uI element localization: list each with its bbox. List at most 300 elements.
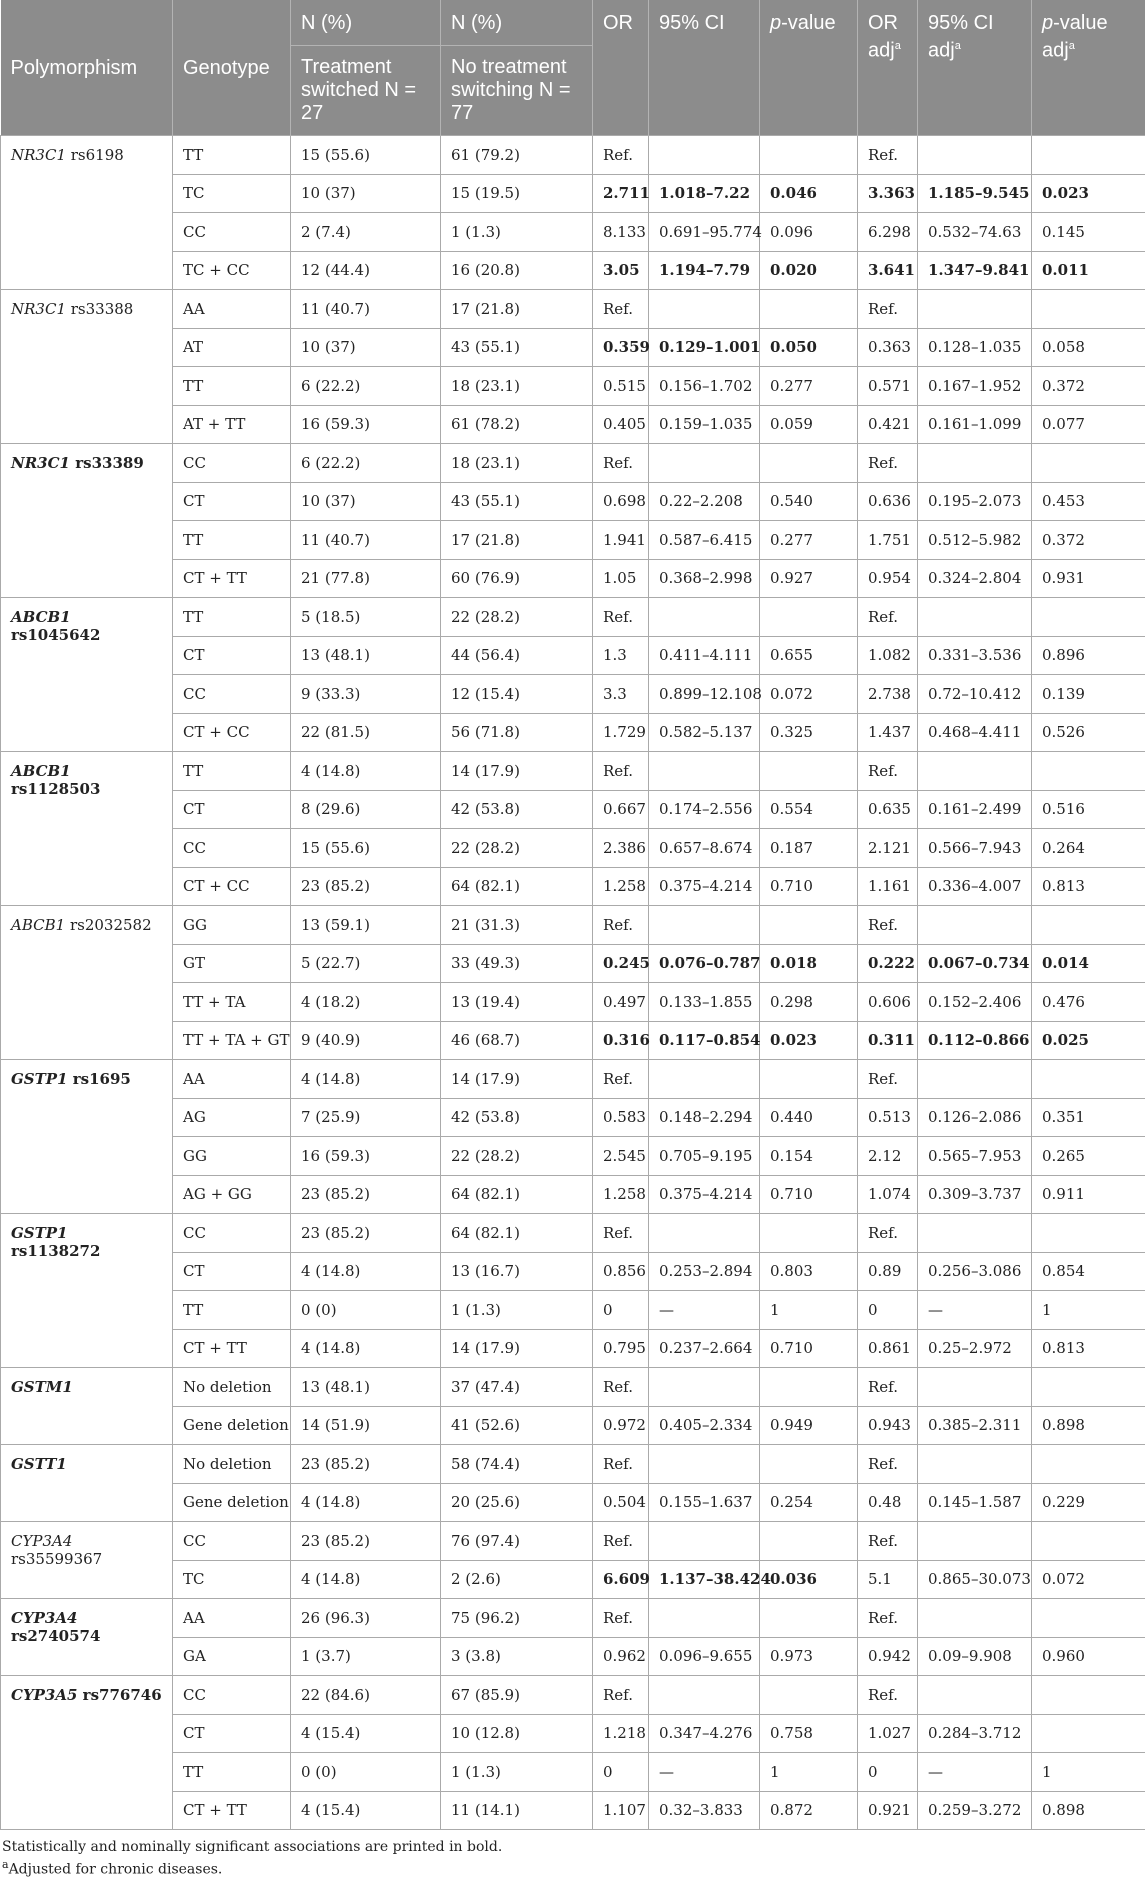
snp-id: rs2740574 — [11, 1627, 101, 1645]
p-value-cell — [760, 752, 858, 791]
genotype-cell: TT — [173, 598, 291, 637]
p-value-cell: 1 — [760, 1753, 858, 1792]
p-value-adj-cell — [1032, 1368, 1145, 1407]
p-value-adj-cell — [1032, 1214, 1145, 1253]
p-value-adj-cell: 0.516 — [1032, 790, 1145, 829]
n-switched-cell: 0 (0) — [291, 1291, 441, 1330]
genotype-cell: Gene deletion — [173, 1406, 291, 1445]
n-not-switched-cell: 14 (17.9) — [441, 1060, 593, 1099]
n-switched-cell: 9 (40.9) — [291, 1021, 441, 1060]
genotype-cell: TT — [173, 367, 291, 406]
p-value-adj-cell — [1032, 752, 1145, 791]
or-cell: 1.729 — [593, 713, 649, 752]
header-ci: 95% CI — [649, 0, 760, 136]
n-not-switched-cell: 61 (79.2) — [441, 136, 593, 175]
gene-name: GSTT1 — [11, 1455, 67, 1473]
genotype-cell: TC — [173, 1560, 291, 1599]
p-value-cell — [760, 1368, 858, 1407]
n-not-switched-cell: 43 (55.1) — [441, 482, 593, 521]
table-row — [1, 444, 1145, 483]
or-adj-cell: Ref. — [858, 1522, 918, 1561]
genotype-cell: TT + TA + GT — [173, 1021, 291, 1060]
or-adj-cell: 2.12 — [858, 1137, 918, 1176]
ci-cell: 1.137–38.424 — [649, 1560, 760, 1599]
p-value-cell: 0.050 — [760, 328, 858, 367]
p-value-adj-cell: 0.372 — [1032, 521, 1145, 560]
n-not-switched-cell: 42 (53.8) — [441, 1098, 593, 1137]
p-value-cell: 0.758 — [760, 1714, 858, 1753]
n-switched-cell: 15 (55.6) — [291, 136, 441, 175]
p-value-adj-cell — [1032, 1445, 1145, 1484]
n-not-switched-cell: 64 (82.1) — [441, 1175, 593, 1214]
ci-cell: 0.375–4.214 — [649, 867, 760, 906]
p-value-adj-cell: 0.264 — [1032, 829, 1145, 868]
table-row — [1, 1522, 1145, 1561]
or-cell: 2.545 — [593, 1137, 649, 1176]
p-value-cell: 0.440 — [760, 1098, 858, 1137]
n-switched-cell: 6 (22.2) — [291, 367, 441, 406]
genotype-cell: GG — [173, 906, 291, 945]
n-not-switched-cell: 61 (78.2) — [441, 405, 593, 444]
table-row — [1, 1637, 1145, 1676]
p-value-cell: 0.072 — [760, 675, 858, 714]
p-value-cell: 0.710 — [760, 1175, 858, 1214]
genotype-cell: GT — [173, 944, 291, 983]
or-adj-cell: 1.027 — [858, 1714, 918, 1753]
genotype-cell: No deletion — [173, 1368, 291, 1407]
genotype-cell: CC — [173, 1214, 291, 1253]
or-adj-cell: Ref. — [858, 1060, 918, 1099]
table-row — [1, 367, 1145, 406]
ci-cell: 0.705–9.195 — [649, 1137, 760, 1176]
genotype-cell: TT — [173, 521, 291, 560]
table-row — [1, 1021, 1145, 1060]
gene-name: GSTP1 — [11, 1070, 68, 1088]
or-cell: 1.258 — [593, 867, 649, 906]
p-value-adj-cell — [1032, 906, 1145, 945]
table-row — [1, 521, 1145, 560]
p-value-adj-cell: 0.025 — [1032, 1021, 1145, 1060]
header-genotype: Genotype — [173, 0, 291, 136]
p-value-adj-cell — [1032, 1599, 1145, 1638]
n-switched-cell: 5 (22.7) — [291, 944, 441, 983]
p-value-adj-cell: 0.526 — [1032, 713, 1145, 752]
n-switched-cell: 16 (59.3) — [291, 1137, 441, 1176]
ci-adj-cell — [918, 752, 1032, 791]
or-adj-cell: 0.571 — [858, 367, 918, 406]
p-value-cell — [760, 444, 858, 483]
header-or-adj: OR adj$^a$ — [858, 0, 918, 136]
n-not-switched-cell: 18 (23.1) — [441, 444, 593, 483]
n-not-switched-cell: 22 (28.2) — [441, 598, 593, 637]
table-body — [1, 136, 1145, 1830]
or-cell: 0 — [593, 1753, 649, 1792]
or-cell: 0.316 — [593, 1021, 649, 1060]
ci-adj-cell: 0.161–1.099 — [918, 405, 1032, 444]
table-row — [1, 1791, 1145, 1830]
n-not-switched-cell: 60 (76.9) — [441, 559, 593, 598]
or-cell: Ref. — [593, 1060, 649, 1099]
or-cell: Ref. — [593, 752, 649, 791]
or-adj-cell: 0 — [858, 1291, 918, 1330]
genotype-cell: AA — [173, 290, 291, 329]
table-row — [1, 1368, 1145, 1407]
genotype-cell: CT + TT — [173, 1329, 291, 1368]
or-cell: 0.497 — [593, 983, 649, 1022]
header-group-not-switched: No treatment switching N = 77 — [441, 46, 593, 136]
snp-id: rs2032582 — [65, 916, 152, 934]
or-adj-cell: 0.921 — [858, 1791, 918, 1830]
genotype-cell: CT — [173, 636, 291, 675]
genotype-cell: CC — [173, 829, 291, 868]
n-switched-cell: 4 (14.8) — [291, 1483, 441, 1522]
ci-cell: 0.375–4.214 — [649, 1175, 760, 1214]
ci-adj-cell: 0.284–3.712 — [918, 1714, 1032, 1753]
ci-adj-cell: 1.347–9.841 — [918, 251, 1032, 290]
table-row — [1, 405, 1145, 444]
n-not-switched-cell: 13 (19.4) — [441, 983, 593, 1022]
ci-cell: 0.156–1.702 — [649, 367, 760, 406]
ci-adj-cell: 0.566–7.943 — [918, 829, 1032, 868]
genotype-cell: CT + TT — [173, 559, 291, 598]
n-not-switched-cell: 20 (25.6) — [441, 1483, 593, 1522]
or-cell: 3.3 — [593, 675, 649, 714]
ci-adj-cell: 0.25–2.972 — [918, 1329, 1032, 1368]
genotype-cell: Gene deletion — [173, 1483, 291, 1522]
n-not-switched-cell: 14 (17.9) — [441, 1329, 593, 1368]
table-row — [1, 1329, 1145, 1368]
n-not-switched-cell: 75 (96.2) — [441, 1599, 593, 1638]
table-row — [1, 559, 1145, 598]
ci-cell: 0.32–3.833 — [649, 1791, 760, 1830]
n-not-switched-cell: 64 (82.1) — [441, 867, 593, 906]
or-cell: 1.941 — [593, 521, 649, 560]
or-cell: 0.962 — [593, 1637, 649, 1676]
n-not-switched-cell: 33 (49.3) — [441, 944, 593, 983]
polymorphism-cell — [1, 136, 173, 290]
table-row — [1, 213, 1145, 252]
genotype-cell: AA — [173, 1060, 291, 1099]
or-adj-cell: 0.363 — [858, 328, 918, 367]
ci-cell — [649, 1676, 760, 1715]
or-adj-cell: 0.421 — [858, 405, 918, 444]
ci-cell — [649, 290, 760, 329]
table-row — [1, 829, 1145, 868]
n-switched-cell: 13 (59.1) — [291, 906, 441, 945]
snp-id: rs1045642 — [11, 626, 101, 644]
ci-cell — [649, 444, 760, 483]
genotype-cell: GA — [173, 1637, 291, 1676]
genotype-cell: CT — [173, 790, 291, 829]
p-value-cell — [760, 1599, 858, 1638]
ci-adj-cell — [918, 136, 1032, 175]
snp-id: rs776746 — [77, 1686, 162, 1704]
genotype-cell: GG — [173, 1137, 291, 1176]
footnotes — [0, 1830, 1145, 1879]
ci-adj-cell — [918, 290, 1032, 329]
n-not-switched-cell: 41 (52.6) — [441, 1406, 593, 1445]
n-switched-cell: 11 (40.7) — [291, 521, 441, 560]
p-value-cell — [760, 1060, 858, 1099]
n-switched-cell: 4 (14.8) — [291, 752, 441, 791]
or-cell: 0.698 — [593, 482, 649, 521]
n-switched-cell: 12 (44.4) — [291, 251, 441, 290]
table-row — [1, 636, 1145, 675]
ci-adj-cell — [918, 598, 1032, 637]
ci-cell: 0.155–1.637 — [649, 1483, 760, 1522]
or-cell: Ref. — [593, 1676, 649, 1715]
genotype-cell: CT — [173, 1252, 291, 1291]
ci-cell: 0.253–2.894 — [649, 1252, 760, 1291]
p-value-adj-cell: 0.898 — [1032, 1791, 1145, 1830]
p-value-cell: 0.554 — [760, 790, 858, 829]
n-switched-cell: 4 (15.4) — [291, 1791, 441, 1830]
ci-adj-cell: 0.195–2.073 — [918, 482, 1032, 521]
genotype-cell: CT + TT — [173, 1791, 291, 1830]
or-adj-cell: Ref. — [858, 1676, 918, 1715]
p-value-adj-cell: 1 — [1032, 1753, 1145, 1792]
genotype-cell: TT — [173, 1753, 291, 1792]
footnote-adjusted: $^a$Adjusted for chronic diseases. — [2, 1858, 223, 1878]
polymorphism-cell — [1, 1368, 173, 1445]
n-switched-cell: 22 (81.5) — [291, 713, 441, 752]
or-adj-cell: 0.606 — [858, 983, 918, 1022]
or-adj-cell: 6.298 — [858, 213, 918, 252]
or-adj-cell: Ref. — [858, 1214, 918, 1253]
or-cell: Ref. — [593, 1445, 649, 1484]
table-row — [1, 1753, 1145, 1792]
ci-adj-cell: 0.331–3.536 — [918, 636, 1032, 675]
table-row — [1, 752, 1145, 791]
p-value-cell — [760, 598, 858, 637]
header-or: OR — [593, 0, 649, 136]
n-switched-cell: 10 (37) — [291, 174, 441, 213]
ci-cell — [649, 1522, 760, 1561]
n-switched-cell: 6 (22.2) — [291, 444, 441, 483]
p-value-cell: 1 — [760, 1291, 858, 1330]
polymorphism-cell — [1, 1522, 173, 1599]
table-row — [1, 1406, 1145, 1445]
n-not-switched-cell: 44 (56.4) — [441, 636, 593, 675]
or-adj-cell: 0.311 — [858, 1021, 918, 1060]
or-cell: 0.504 — [593, 1483, 649, 1522]
or-adj-cell: 0.513 — [858, 1098, 918, 1137]
ci-cell: 0.368–2.998 — [649, 559, 760, 598]
p-value-cell: 0.872 — [760, 1791, 858, 1830]
n-switched-cell: 23 (85.2) — [291, 1522, 441, 1561]
ci-adj-cell: 0.309–3.737 — [918, 1175, 1032, 1214]
table-row — [1, 482, 1145, 521]
or-adj-cell: Ref. — [858, 1445, 918, 1484]
n-switched-cell: 0 (0) — [291, 1753, 441, 1792]
or-cell: 1.107 — [593, 1791, 649, 1830]
genotype-cell: TT — [173, 752, 291, 791]
header-ci-adj: 95% CI adj$^a$ — [918, 0, 1032, 136]
or-adj-cell: 0.954 — [858, 559, 918, 598]
table-row — [1, 1252, 1145, 1291]
ci-cell: — — [649, 1291, 760, 1330]
p-value-adj-cell: 0.023 — [1032, 174, 1145, 213]
table-row — [1, 790, 1145, 829]
or-adj-cell: 1.082 — [858, 636, 918, 675]
ci-adj-cell — [918, 444, 1032, 483]
genotype-cell: TC + CC — [173, 251, 291, 290]
or-adj-cell: Ref. — [858, 752, 918, 791]
or-adj-cell: 0.861 — [858, 1329, 918, 1368]
n-not-switched-cell: 12 (15.4) — [441, 675, 593, 714]
gene-name: CYP3A4 — [11, 1609, 78, 1627]
or-cell: 2.711 — [593, 174, 649, 213]
n-switched-cell: 9 (33.3) — [291, 675, 441, 714]
or-adj-cell: 5.1 — [858, 1560, 918, 1599]
p-value-adj-cell: 0.077 — [1032, 405, 1145, 444]
ci-cell: 0.22–2.208 — [649, 482, 760, 521]
ci-cell: 1.018–7.22 — [649, 174, 760, 213]
n-not-switched-cell: 17 (21.8) — [441, 521, 593, 560]
ci-cell — [649, 1214, 760, 1253]
polymorphism-cell — [1, 1676, 173, 1830]
ci-adj-cell: 0.161–2.499 — [918, 790, 1032, 829]
snp-id: rs1138272 — [11, 1242, 101, 1260]
or-adj-cell: Ref. — [858, 444, 918, 483]
or-adj-cell: 0.636 — [858, 482, 918, 521]
p-value-adj-cell — [1032, 290, 1145, 329]
p-value-cell: 0.023 — [760, 1021, 858, 1060]
ci-cell — [649, 1445, 760, 1484]
snp-id: rs33389 — [70, 454, 144, 472]
p-value-adj-cell: 0.813 — [1032, 1329, 1145, 1368]
p-value-adj-cell: 0.011 — [1032, 251, 1145, 290]
table-row — [1, 944, 1145, 983]
p-value-cell: 0.046 — [760, 174, 858, 213]
ci-adj-cell — [918, 906, 1032, 945]
table-row — [1, 1714, 1145, 1753]
gene-name: NR3C1 — [11, 454, 70, 472]
n-switched-cell: 4 (15.4) — [291, 1714, 441, 1753]
or-cell: 1.258 — [593, 1175, 649, 1214]
p-value-cell — [760, 1214, 858, 1253]
n-switched-cell: 14 (51.9) — [291, 1406, 441, 1445]
or-cell: 0.405 — [593, 405, 649, 444]
n-not-switched-cell: 76 (97.4) — [441, 1522, 593, 1561]
ci-adj-cell: — — [918, 1753, 1032, 1792]
n-switched-cell: 23 (85.2) — [291, 1214, 441, 1253]
n-not-switched-cell: 22 (28.2) — [441, 1137, 593, 1176]
ci-adj-cell — [918, 1060, 1032, 1099]
or-cell: 0 — [593, 1291, 649, 1330]
ci-adj-cell — [918, 1599, 1032, 1638]
gene-name: ABCB1 — [11, 916, 66, 934]
ci-adj-cell: 0.067–0.734 — [918, 944, 1032, 983]
ci-cell: 0.129–1.001 — [649, 328, 760, 367]
or-cell: Ref. — [593, 1214, 649, 1253]
p-value-adj-cell: 0.898 — [1032, 1406, 1145, 1445]
p-value-cell — [760, 1676, 858, 1715]
p-value-cell: 0.277 — [760, 367, 858, 406]
ci-adj-cell: 0.565–7.953 — [918, 1137, 1032, 1176]
n-switched-cell: 4 (14.8) — [291, 1560, 441, 1599]
p-value-cell — [760, 1522, 858, 1561]
p-value-adj-cell: 0.139 — [1032, 675, 1145, 714]
or-adj-cell: 2.738 — [858, 675, 918, 714]
ci-cell — [649, 1060, 760, 1099]
snp-id: rs6198 — [65, 146, 124, 164]
or-adj-cell: Ref. — [858, 1599, 918, 1638]
table-row — [1, 675, 1145, 714]
ci-adj-cell: 0.126–2.086 — [918, 1098, 1032, 1137]
or-cell: Ref. — [593, 1599, 649, 1638]
snp-id: rs33388 — [65, 300, 134, 318]
ci-cell: 0.096–9.655 — [649, 1637, 760, 1676]
n-not-switched-cell: 2 (2.6) — [441, 1560, 593, 1599]
ci-adj-cell: 0.112–0.866 — [918, 1021, 1032, 1060]
n-switched-cell: 5 (18.5) — [291, 598, 441, 637]
p-value-cell: 0.710 — [760, 867, 858, 906]
ci-cell: 0.411–4.111 — [649, 636, 760, 675]
n-not-switched-cell: 11 (14.1) — [441, 1791, 593, 1830]
ci-cell: 0.159–1.035 — [649, 405, 760, 444]
p-value-adj-cell: 0.960 — [1032, 1637, 1145, 1676]
ci-cell: 0.237–2.664 — [649, 1329, 760, 1368]
gene-name: CYP3A5 — [11, 1686, 78, 1704]
n-not-switched-cell: 22 (28.2) — [441, 829, 593, 868]
ci-adj-cell: 0.256–3.086 — [918, 1252, 1032, 1291]
table-row — [1, 1137, 1145, 1176]
or-cell: 0.245 — [593, 944, 649, 983]
or-cell: 0.795 — [593, 1329, 649, 1368]
or-cell: 0.583 — [593, 1098, 649, 1137]
ci-cell: 0.691–95.774 — [649, 213, 760, 252]
header-n-switched: N (%) — [291, 0, 441, 46]
ci-cell: 0.148–2.294 — [649, 1098, 760, 1137]
n-not-switched-cell: 42 (53.8) — [441, 790, 593, 829]
p-value-adj-cell: 0.854 — [1032, 1252, 1145, 1291]
table-row — [1, 1599, 1145, 1638]
n-switched-cell: 4 (14.8) — [291, 1252, 441, 1291]
ci-adj-cell — [918, 1676, 1032, 1715]
ci-adj-cell: 0.865–30.073 — [918, 1560, 1032, 1599]
or-adj-cell: Ref. — [858, 136, 918, 175]
n-not-switched-cell: 1 (1.3) — [441, 1753, 593, 1792]
n-not-switched-cell: 64 (82.1) — [441, 1214, 593, 1253]
or-cell: 1.218 — [593, 1714, 649, 1753]
p-value-cell: 0.949 — [760, 1406, 858, 1445]
p-value-adj-cell — [1032, 598, 1145, 637]
or-adj-cell: Ref. — [858, 598, 918, 637]
footnote-bold: Statistically and nominally significant associations are printed in bold. — [2, 1839, 503, 1855]
table-header — [1, 0, 1145, 136]
genotype-cell: CC — [173, 1522, 291, 1561]
ci-cell: 0.899–12.108 — [649, 675, 760, 714]
p-value-cell: 0.710 — [760, 1329, 858, 1368]
n-switched-cell: 4 (18.2) — [291, 983, 441, 1022]
ci-cell — [649, 136, 760, 175]
p-value-adj-cell: 0.896 — [1032, 636, 1145, 675]
or-adj-cell: 1.161 — [858, 867, 918, 906]
table-row — [1, 598, 1145, 637]
table-row — [1, 1060, 1145, 1099]
table-row — [1, 1676, 1145, 1715]
table-row — [1, 713, 1145, 752]
ci-cell: 0.117–0.854 — [649, 1021, 760, 1060]
or-adj-cell: 0.942 — [858, 1637, 918, 1676]
table-row — [1, 1291, 1145, 1330]
polymorphism-cell — [1, 444, 173, 598]
ci-cell: 0.587–6.415 — [649, 521, 760, 560]
ci-adj-cell: 0.145–1.587 — [918, 1483, 1032, 1522]
ci-adj-cell: 0.336–4.007 — [918, 867, 1032, 906]
n-switched-cell: 4 (14.8) — [291, 1060, 441, 1099]
